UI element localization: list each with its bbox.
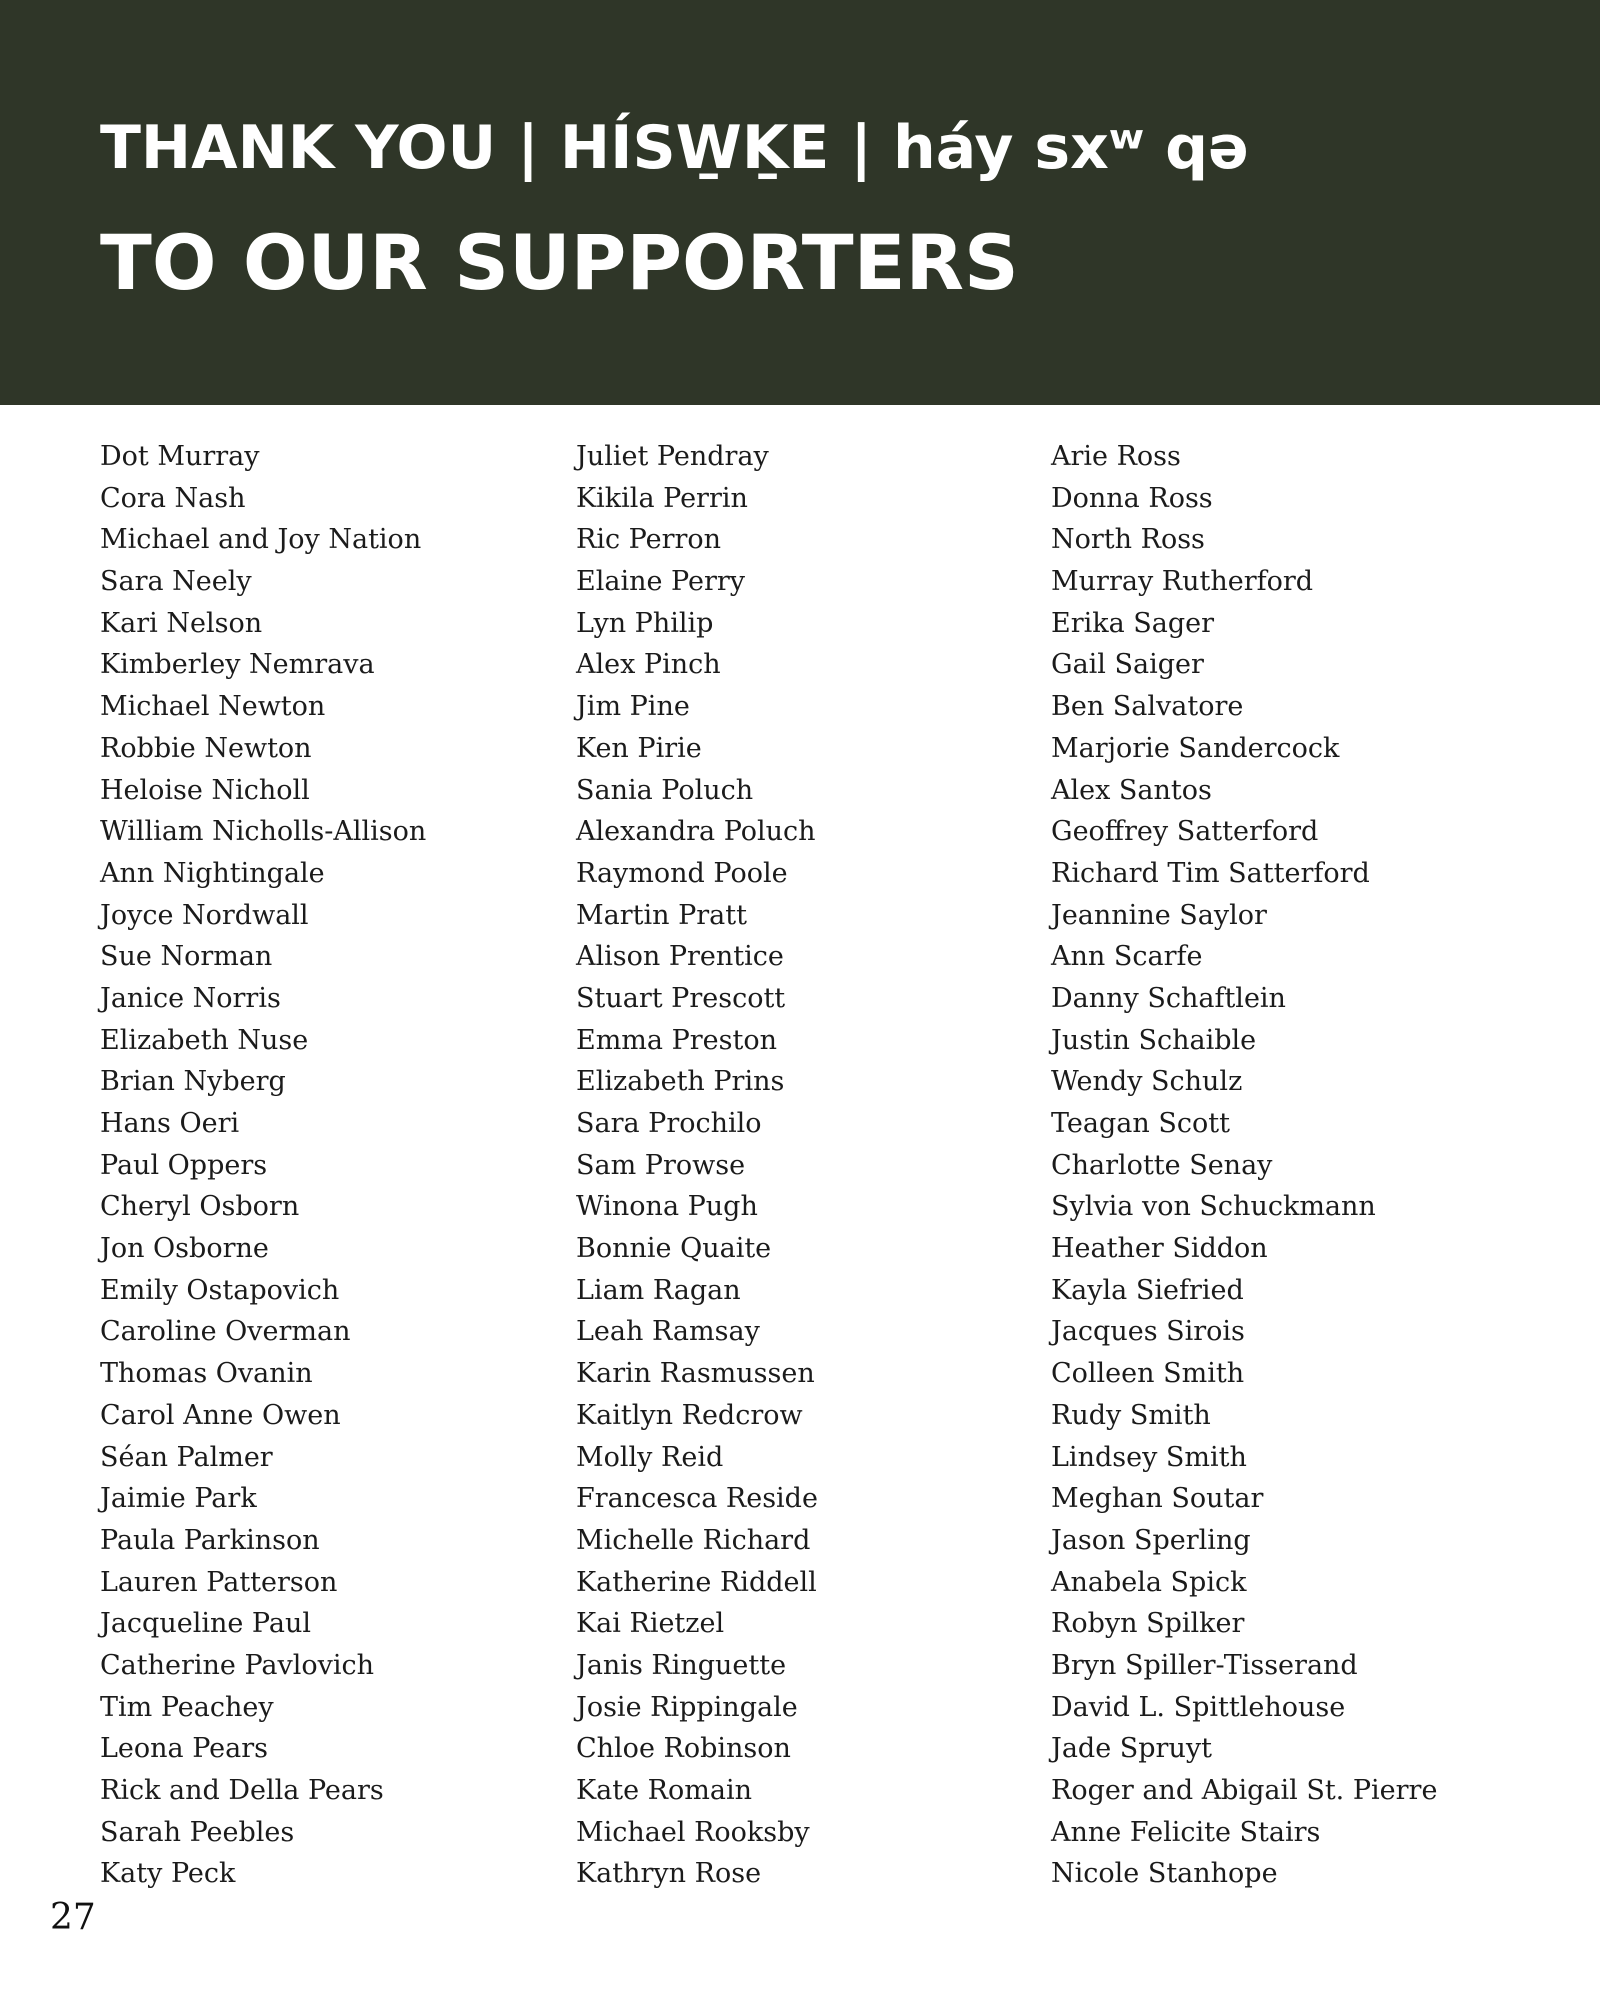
supporter-name: Bryn Spiller-Tisserand xyxy=(1051,1649,1358,1681)
supporter-name: Michael and Joy Nation xyxy=(100,524,422,556)
supporter-name: Sam Prowse xyxy=(576,1149,746,1181)
supporter-name: Janice Norris xyxy=(100,982,281,1014)
supporter-name: Sylvia von Schuckmann xyxy=(1051,1191,1376,1223)
supporter-name: Murray Rutherford xyxy=(1051,566,1314,598)
supporter-name: Paul Oppers xyxy=(100,1149,268,1181)
supporter-name: Ben Salvatore xyxy=(1051,691,1244,723)
supporter-name: Sarah Peebles xyxy=(100,1816,295,1848)
supporter-name: Michael Rooksby xyxy=(576,1816,810,1848)
supporter-name: Elizabeth Prins xyxy=(576,1066,785,1098)
supporter-name: Kate Romain xyxy=(576,1775,752,1806)
supporter-name: Leah Ramsay xyxy=(576,1316,760,1348)
supporter-name: Caroline Overman xyxy=(100,1316,351,1348)
supporter-name: Alex Santos xyxy=(1051,774,1212,806)
supporter-name: Chloe Robinson xyxy=(576,1733,791,1765)
supporter-name: Katherine Riddell xyxy=(576,1566,817,1598)
supporter-name: Ken Pirie xyxy=(576,732,702,764)
supporter-name: Winona Pugh xyxy=(576,1191,758,1223)
supporter-name: Alexandra Poluch xyxy=(576,816,816,848)
supporter-name: Jon Osborne xyxy=(100,1233,269,1265)
supporter-name: Séan Palmer xyxy=(100,1441,273,1473)
supporter-name: Kari Nelson xyxy=(100,607,263,639)
supporter-name: Lindsey Smith xyxy=(1051,1441,1247,1473)
supporter-name: Joyce Nordwall xyxy=(100,899,309,931)
supporter-name: Kikila Perrin xyxy=(576,482,748,514)
supporter-name: Sania Poluch xyxy=(576,774,754,806)
supporter-name: Jade Spruyt xyxy=(1051,1733,1212,1765)
supporter-name: Ann Scarfe xyxy=(1051,941,1203,973)
supporter-name: Charlotte Senay xyxy=(1051,1149,1273,1181)
supporter-name: Meghan Soutar xyxy=(1051,1483,1264,1515)
supporter-name: Bonnie Quaite xyxy=(576,1233,772,1265)
supporter-name: Josie Rippingale xyxy=(576,1691,798,1723)
supporter-name: Anne Felicite Stairs xyxy=(1051,1816,1321,1848)
supporter-name: Michelle Richard xyxy=(576,1524,811,1556)
supporter-name: William Nicholls-Allison xyxy=(100,816,427,848)
supporter-name: Thomas Ovanin xyxy=(100,1358,313,1390)
page-number: 27 xyxy=(50,1897,96,1938)
supporter-name: Lauren Patterson xyxy=(100,1566,338,1598)
supporter-name: Richard Tim Satterford xyxy=(1051,857,1370,889)
supporter-name: Paula Parkinson xyxy=(100,1524,320,1556)
supporter-name: Geoffrey Satterford xyxy=(1051,816,1319,848)
supporter-name: Sue Norman xyxy=(100,941,273,973)
supporter-name: Alison Prentice xyxy=(576,941,784,973)
supporter-name: Emma Preston xyxy=(576,1024,777,1056)
supporter-name: Arie Ross xyxy=(1051,441,1181,472)
supporter-name: Robyn Spilker xyxy=(1051,1608,1245,1640)
supporter-name: Kimberley Nemrava xyxy=(100,649,375,681)
supporter-name: Wendy Schulz xyxy=(1051,1066,1243,1098)
supporter-name: Stuart Prescott xyxy=(576,982,786,1014)
header-banner xyxy=(0,0,1600,405)
supporter-name: Molly Reid xyxy=(576,1441,724,1473)
supporter-name: Karin Rasmussen xyxy=(576,1358,815,1390)
supporter-name: Catherine Pavlovich xyxy=(100,1649,375,1681)
supporter-name: Rick and Della Pears xyxy=(100,1775,384,1806)
page-title-supporters: TO OUR SUPPORTERS xyxy=(100,218,1019,307)
supporter-name: Alex Pinch xyxy=(576,649,721,681)
supporter-name: Anabela Spick xyxy=(1051,1566,1247,1598)
supporter-name: Gail Saiger xyxy=(1051,649,1204,681)
supporter-name: Marjorie Sandercock xyxy=(1051,732,1340,764)
page-title-thank-you: THANK YOU | HÍSW̱ḴE | háy sxʷ qə xyxy=(100,113,1249,183)
supporter-name: Kaitlyn Redcrow xyxy=(576,1399,803,1431)
supporter-name: Kai Rietzel xyxy=(576,1608,725,1640)
supporter-name: Leona Pears xyxy=(100,1733,269,1765)
supporter-name: Jacqueline Paul xyxy=(100,1608,311,1640)
supporter-name: Janis Ringuette xyxy=(576,1649,787,1681)
supporter-name: Jaimie Park xyxy=(100,1483,257,1515)
supporter-name: Raymond Poole xyxy=(576,857,788,889)
supporter-name: Tim Peachey xyxy=(100,1691,274,1723)
supporter-name: North Ross xyxy=(1051,524,1205,556)
supporter-name: Roger and Abigail St. Pierre xyxy=(1051,1775,1438,1806)
supporter-name: Jacques Sirois xyxy=(1051,1316,1245,1348)
supporter-name: Colleen Smith xyxy=(1051,1358,1245,1390)
supporter-name: Cheryl Osborn xyxy=(100,1191,300,1223)
supporter-name: Robbie Newton xyxy=(100,732,312,764)
supporter-name: Danny Schaftlein xyxy=(1051,982,1286,1014)
supporters-column-2 xyxy=(576,436,818,1895)
supporters-column-1 xyxy=(100,436,426,1895)
supporter-name: Brian Nyberg xyxy=(100,1066,286,1098)
supporter-name: Carol Anne Owen xyxy=(100,1399,341,1431)
supporter-name: Cora Nash xyxy=(100,482,246,514)
supporter-name: Martin Pratt xyxy=(576,899,747,931)
supporter-name: Michael Newton xyxy=(100,691,326,723)
supporter-name: Heather Siddon xyxy=(1051,1233,1268,1265)
supporters-column-3 xyxy=(1051,436,1437,1895)
supporter-name: Lyn Philip xyxy=(576,607,714,639)
supporter-name: Jason Sperling xyxy=(1051,1524,1251,1556)
supporter-name: Katy Peck xyxy=(100,1858,236,1890)
supporter-name: Juliet Pendray xyxy=(576,441,769,472)
supporter-name: Jeannine Saylor xyxy=(1051,899,1267,931)
supporter-name: Elizabeth Nuse xyxy=(100,1024,309,1056)
supporter-name: Sara Prochilo xyxy=(576,1108,762,1139)
supporter-name: Emily Ostapovich xyxy=(100,1274,340,1306)
supporter-name: Kathryn Rose xyxy=(576,1858,762,1890)
supporter-name: Heloise Nicholl xyxy=(100,774,310,806)
supporter-name: Hans Oeri xyxy=(100,1108,240,1139)
supporter-name: Rudy Smith xyxy=(1051,1399,1211,1431)
supporter-name: Francesca Reside xyxy=(576,1483,818,1515)
supporter-name: Nicole Stanhope xyxy=(1051,1858,1278,1890)
supporter-name: Dot Murray xyxy=(100,441,260,472)
supporter-name: Ric Perron xyxy=(576,524,722,556)
supporter-name: Erika Sager xyxy=(1051,607,1215,639)
supporter-name: David L. Spittlehouse xyxy=(1051,1691,1346,1723)
supporter-name: Liam Ragan xyxy=(576,1274,741,1306)
supporter-name: Kayla Siefried xyxy=(1051,1274,1244,1306)
supporter-name: Jim Pine xyxy=(576,691,690,723)
supporter-name: Sara Neely xyxy=(100,566,252,598)
supporter-name: Elaine Perry xyxy=(576,566,746,598)
supporter-name: Justin Schaible xyxy=(1051,1024,1257,1056)
supporter-name: Teagan Scott xyxy=(1051,1108,1230,1139)
supporter-name: Donna Ross xyxy=(1051,482,1213,514)
supporter-name: Ann Nightingale xyxy=(100,857,325,889)
